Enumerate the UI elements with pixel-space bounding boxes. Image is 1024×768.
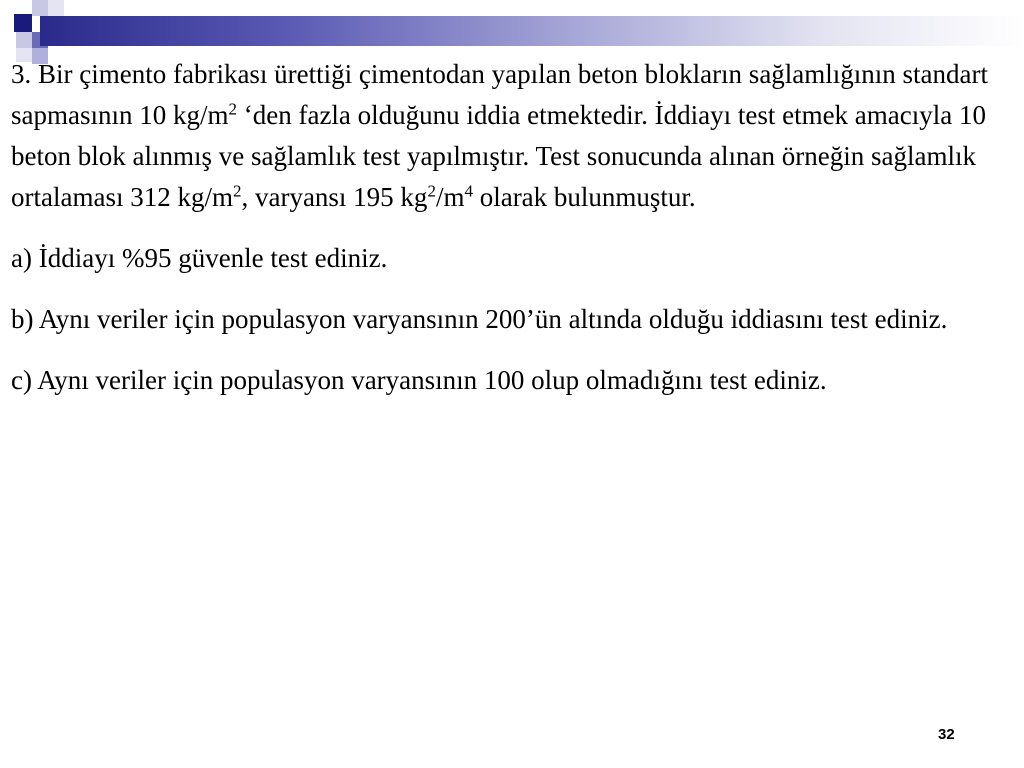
header-gradient-bar xyxy=(40,16,1024,46)
slide-content xyxy=(11,54,1001,401)
question-a: a) İddiayı %95 güvenle test ediniz. xyxy=(11,243,388,273)
question-c: c) Aynı veriler için populasyon varyansının 100 olup olmadığını test ediniz. xyxy=(11,365,827,395)
decorative-square xyxy=(32,0,48,16)
page-number: 32 xyxy=(938,726,955,743)
decorative-square xyxy=(16,32,32,48)
decorative-square xyxy=(14,14,32,32)
decorative-square xyxy=(48,0,64,16)
problem-statement: 3. Bir çimento fabrikası ürettiği çimentodan yapılan beton blokların sağlamlığının standart sapmasının 10 $kg/m^2$ ‘den fazla olduğunu iddia etmektedir. İddiayı test etmek amacıyla 10 beton blok alınmış ve sağlamlık test yapılmıştır. Test sonucunda alınan örneğin sağlamlık ortalaması 312 $kg/m^2$, varyansı 195 $kg^2/m^4$ olarak bulunmuştur. xyxy=(11,59,989,212)
question-b: b) Aynı veriler için populasyon varyansının 200’ün altında olduğu iddiasını test ediniz. xyxy=(11,304,948,334)
